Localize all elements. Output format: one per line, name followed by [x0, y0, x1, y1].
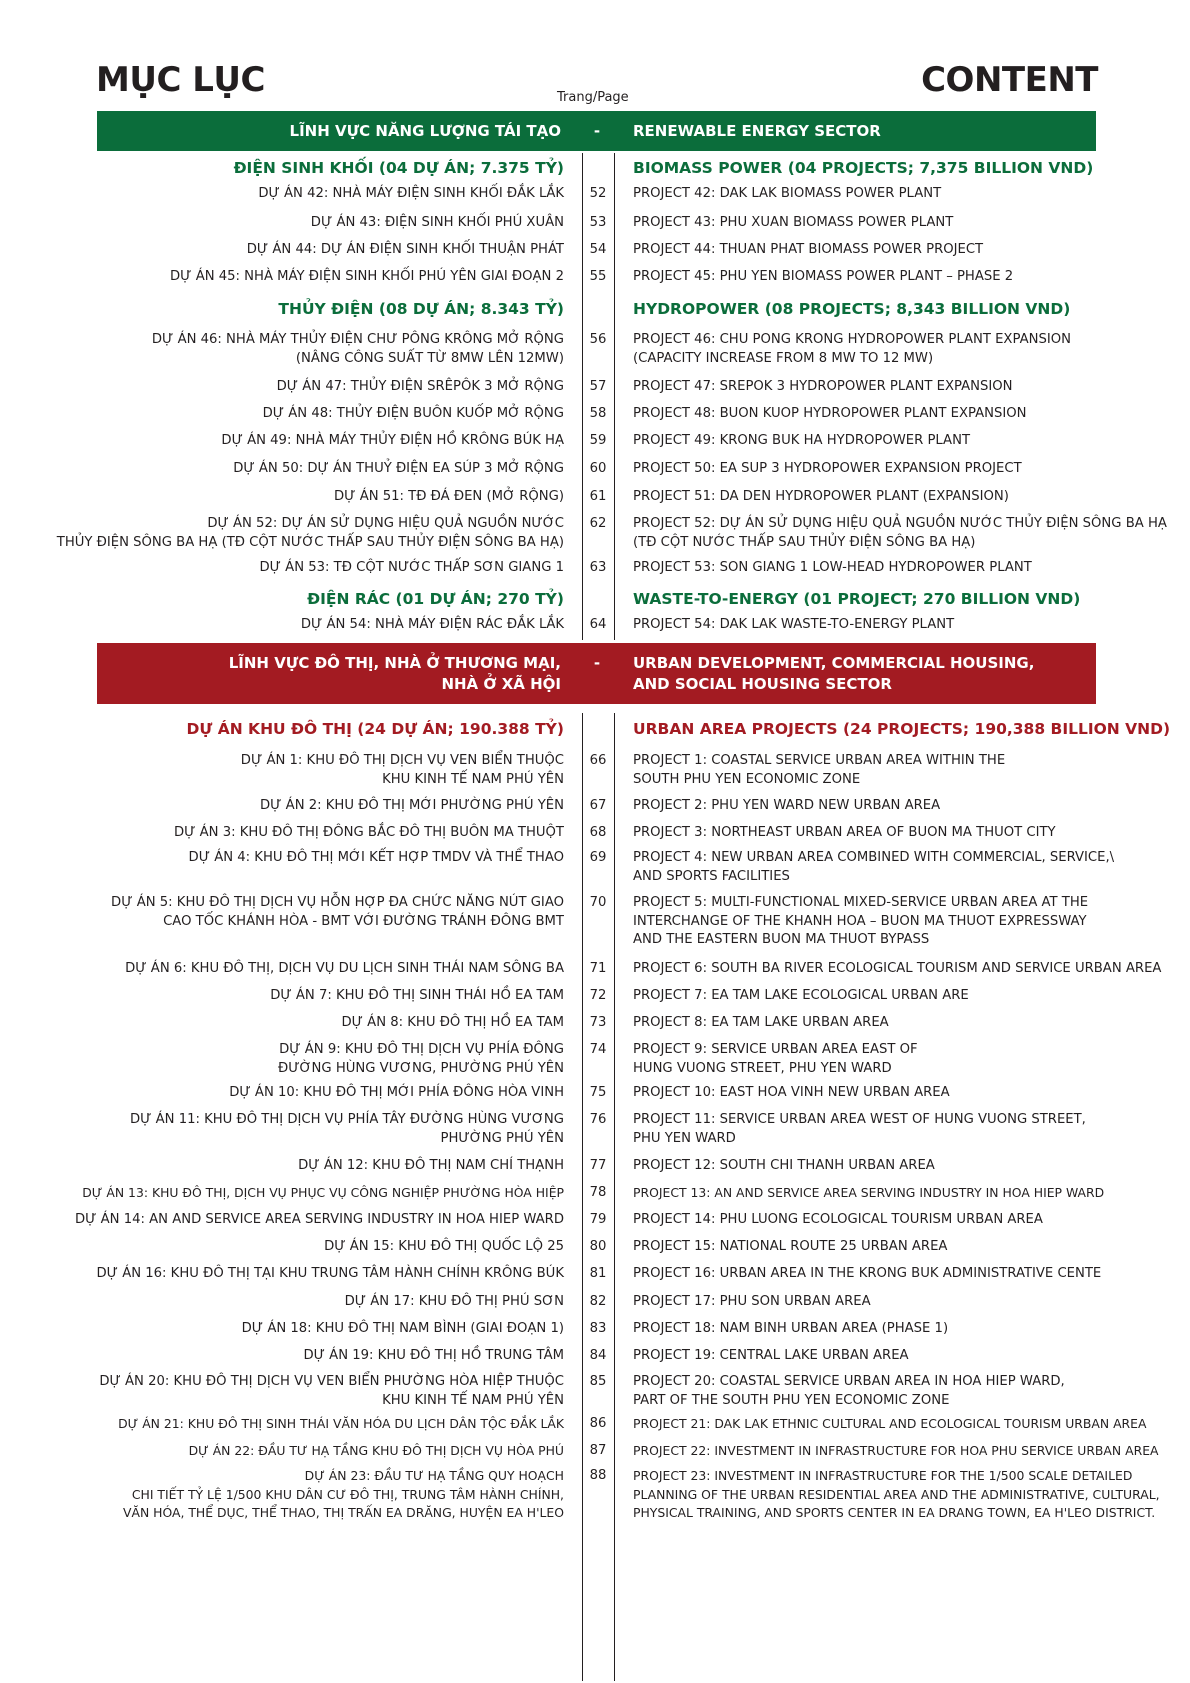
entry-title-vi: DỰ ÁN 12: KHU ĐÔ THỊ NAM CHÍ THẠNH — [298, 1158, 564, 1173]
entry-title-en: PROJECT 18: NAM BINH URBAN AREA (PHASE 1) — [633, 1321, 949, 1336]
entry-title-en: PROJECT 11: SERVICE URBAN AREA WEST OF HUNG VUONG STREET, PHU YEN WARD — [633, 1112, 1086, 1146]
entry-title-vi: DỰ ÁN 21: KHU ĐÔ THỊ SINH THÁI VĂN HÓA DU LỊCH DÂN TỘC ĐẮK LẮK — [118, 1416, 564, 1431]
entry-title-en: PROJECT 20: COASTAL SERVICE URBAN AREA IN HOA HIEP WARD, PART OF THE SOUTH PHU YEN ECONOMIC ZONE — [633, 1374, 1065, 1408]
entry-title-en: PROJECT 16: URBAN AREA IN THE KRONG BUK ADMINISTRATIVE CENTE — [633, 1266, 1102, 1281]
entry-page-number: 85 — [589, 1374, 607, 1389]
entry-page-number: 88 — [589, 1468, 607, 1483]
entry-title-vi: DỰ ÁN 4: KHU ĐÔ THỊ MỚI KẾT HỢP TMDV VÀ THỂ THAO — [188, 850, 564, 865]
entry-title-en: PROJECT 46: CHU PONG KRONG HYDROPOWER PLANT EXPANSION (CAPACITY INCREASE FROM 8 MW TO 12 MW) — [633, 332, 1071, 366]
entry-title-en: PROJECT 10: EAST HOA VINH NEW URBAN AREA — [633, 1085, 950, 1100]
entry-title-vi: DỰ ÁN 20: KHU ĐÔ THỊ DỊCH VỤ VEN BIỂN PHƯỜNG HÒA HIỆP THUỘC KHU KINH TẾ NAM PHÚ YÊN — [99, 1374, 564, 1408]
entry-title-vi: DỰ ÁN 22: ĐẦU TƯ HẠ TẦNG KHU ĐÔ THỊ DỊCH VỤ HÒA PHÚ — [188, 1443, 564, 1458]
section-heading-vi: ĐIỆN RÁC (01 DỰ ÁN; 270 TỶ) — [307, 590, 564, 608]
entry-title-en: PROJECT 15: NATIONAL ROUTE 25 URBAN AREA — [633, 1239, 948, 1254]
entry-title-vi: DỰ ÁN 44: DỰ ÁN ĐIỆN SINH KHỐI THUẬN PHÁT — [246, 242, 564, 257]
entry-title-vi: DỰ ÁN 47: THỦY ĐIỆN SRÊPÔK 3 MỞ RỘNG — [276, 379, 564, 394]
band-title-en: RENEWABLE ENERGY SECTOR — [633, 122, 881, 140]
entry-title-vi: DỰ ÁN 42: NHÀ MÁY ĐIỆN SINH KHỐI ĐẮK LẮK — [258, 186, 564, 201]
entry-page-number: 69 — [589, 850, 607, 865]
section-heading-en: URBAN AREA PROJECTS (24 PROJECTS; 190,388 BILLION VND) — [633, 720, 1171, 738]
entry-page-number: 71 — [589, 961, 607, 976]
entry-title-vi: DỰ ÁN 45: NHÀ MÁY ĐIỆN SINH KHỐI PHÚ YÊN GIAI ĐOẠN 2 — [170, 269, 564, 284]
entry-title-vi: DỰ ÁN 13: KHU ĐÔ THỊ, DỊCH VỤ PHỤC VỤ CÔNG NGHIỆP PHƯỜNG HÒA HIỆP — [82, 1185, 564, 1200]
entry-title-en: PROJECT 5: MULTI-FUNCTIONAL MIXED-SERVICE URBAN AREA AT THE INTERCHANGE OF THE KHANH HOA – BUON MA THUOT EXPRESSWAY AND THE EASTERN BUON MA THUOT BYPASS — [633, 895, 1089, 947]
entry-title-en: PROJECT 50: EA SUP 3 HYDROPOWER EXPANSION PROJECT — [633, 461, 1022, 476]
page-title-vi: MỤC LỤC — [96, 60, 265, 100]
entry-title-en: PROJECT 19: CENTRAL LAKE URBAN AREA — [633, 1348, 909, 1363]
entry-page-number: 60 — [589, 461, 607, 476]
band-title-vi: LĨNH VỰC NĂNG LƯỢNG TÁI TẠO — [289, 122, 561, 140]
entry-page-number: 57 — [589, 379, 607, 394]
entry-title-en: PROJECT 7: EA TAM LAKE ECOLOGICAL URBAN ARE — [633, 988, 969, 1003]
section-heading-en: WASTE-TO-ENERGY (01 PROJECT; 270 BILLION VND) — [633, 590, 1081, 608]
entry-title-vi: DỰ ÁN 18: KHU ĐÔ THỊ NAM BÌNH (GIAI ĐOẠN 1) — [241, 1321, 564, 1336]
entry-page-number: 79 — [589, 1212, 607, 1227]
entry-title-vi: DỰ ÁN 8: KHU ĐÔ THỊ HỒ EA TAM — [341, 1015, 564, 1030]
entry-page-number: 72 — [589, 988, 607, 1003]
entry-title-en: PROJECT 6: SOUTH BA RIVER ECOLOGICAL TOURISM AND SERVICE URBAN AREA — [633, 961, 1162, 976]
entry-page-number: 70 — [589, 895, 607, 910]
page-title-en: CONTENT — [921, 60, 1098, 100]
entry-page-number: 61 — [589, 489, 607, 504]
entry-title-vi: DỰ ÁN 2: KHU ĐÔ THỊ MỚI PHƯỜNG PHÚ YÊN — [260, 798, 564, 813]
entry-page-number: 78 — [589, 1185, 607, 1200]
entry-page-number: 82 — [589, 1294, 607, 1309]
entry-page-number: 59 — [589, 433, 607, 448]
column-divider — [614, 713, 615, 1681]
entry-page-number: 53 — [589, 215, 607, 230]
entry-title-en: PROJECT 13: AN AND SERVICE AREA SERVING INDUSTRY IN HOA HIEP WARD — [633, 1185, 1105, 1200]
entry-title-vi: DỰ ÁN 6: KHU ĐÔ THỊ, DỊCH VỤ DU LỊCH SINH THÁI NAM SÔNG BA — [125, 961, 564, 976]
entry-page-number: 76 — [589, 1112, 607, 1127]
entry-title-en: PROJECT 44: THUAN PHAT BIOMASS POWER PROJECT — [633, 242, 984, 257]
entry-title-vi: DỰ ÁN 7: KHU ĐÔ THỊ SINH THÁI HỒ EA TAM — [270, 988, 564, 1003]
entry-title-en: PROJECT 54: DAK LAK WASTE-TO-ENERGY PLANT — [633, 617, 955, 632]
entry-title-en: PROJECT 2: PHU YEN WARD NEW URBAN AREA — [633, 798, 941, 813]
entry-title-en: PROJECT 49: KRONG BUK HA HYDROPOWER PLANT — [633, 433, 970, 448]
entry-title-en: PROJECT 14: PHU LUONG ECOLOGICAL TOURISM URBAN AREA — [633, 1212, 1043, 1227]
entry-title-vi: DỰ ÁN 14: AN AND SERVICE AREA SERVING INDUSTRY IN HOA HIEP WARD — [74, 1212, 564, 1227]
entry-title-en: PROJECT 3: NORTHEAST URBAN AREA OF BUON MA THUOT CITY — [633, 825, 1056, 840]
entry-title-vi: DỰ ÁN 51: TĐ ĐÁ ĐEN (MỞ RỘNG) — [334, 489, 564, 504]
sector-band — [97, 111, 1096, 151]
entry-title-vi: DỰ ÁN 1: KHU ĐÔ THỊ DỊCH VỤ VEN BIỂN THUỘC KHU KINH TẾ NAM PHÚ YÊN — [240, 753, 564, 787]
section-heading-vi: ĐIỆN SINH KHỐI (04 DỰ ÁN; 7.375 TỶ) — [233, 159, 564, 177]
entry-page-number: 86 — [589, 1416, 607, 1431]
entry-page-number: 54 — [589, 242, 607, 257]
entry-page-number: 75 — [589, 1085, 607, 1100]
entry-title-vi: DỰ ÁN 9: KHU ĐÔ THỊ DỊCH VỤ PHÍA ĐÔNG ĐƯỜNG HÙNG VƯƠNG, PHƯỜNG PHÚ YÊN — [277, 1042, 564, 1076]
entry-title-vi: DỰ ÁN 16: KHU ĐÔ THỊ TẠI KHU TRUNG TÂM HÀNH CHÍNH KRÔNG BÚK — [96, 1266, 564, 1281]
entry-page-number: 84 — [589, 1348, 607, 1363]
entry-title-vi: DỰ ÁN 52: DỰ ÁN SỬ DỤNG HIỆU QUẢ NGUỒN NƯỚC THỦY ĐIỆN SÔNG BA HẠ (TĐ CỘT NƯỚC THẤP SAU THỦY ĐIỆN SÔNG BA HẠ) — [56, 516, 564, 550]
entry-title-vi: DỰ ÁN 3: KHU ĐÔ THỊ ĐÔNG BẮC ĐÔ THỊ BUÔN MA THUỘT — [174, 825, 564, 840]
entry-page-number: 83 — [589, 1321, 607, 1336]
entry-page-number: 73 — [589, 1015, 607, 1030]
entry-page-number: 87 — [589, 1443, 607, 1458]
entry-title-en: PROJECT 17: PHU SON URBAN AREA — [633, 1294, 871, 1309]
entry-title-en: PROJECT 51: DA DEN HYDROPOWER PLANT (EXPANSION) — [633, 489, 1009, 504]
section-heading-vi: DỰ ÁN KHU ĐÔ THỊ (24 DỰ ÁN; 190.388 TỶ) — [186, 720, 564, 738]
entry-page-number: 56 — [589, 332, 607, 347]
entry-title-en: PROJECT 48: BUON KUOP HYDROPOWER PLANT EXPANSION — [633, 406, 1027, 421]
entry-title-vi: DỰ ÁN 5: KHU ĐÔ THỊ DỊCH VỤ HỖN HỢP ĐA CHỨC NĂNG NÚT GIAO CAO TỐC KHÁNH HÒA - BMT VỚI ĐƯỜNG TRÁNH ĐÔNG BMT — [111, 895, 564, 929]
band-dash: - — [593, 654, 601, 672]
entry-title-en: PROJECT 4: NEW URBAN AREA COMBINED WITH COMMERCIAL, SERVICE,\ AND SPORTS FACILITIES — [633, 850, 1115, 884]
entry-page-number: 81 — [589, 1266, 607, 1281]
entry-page-number: 80 — [589, 1239, 607, 1254]
entry-title-vi: DỰ ÁN 19: KHU ĐÔ THỊ HỒ TRUNG TÂM — [303, 1348, 564, 1363]
entry-page-number: 55 — [589, 269, 607, 284]
entry-title-en: PROJECT 53: SON GIANG 1 LOW-HEAD HYDROPOWER PLANT — [633, 560, 1032, 575]
entry-title-vi: DỰ ÁN 48: THỦY ĐIỆN BUÔN KUỐP MỞ RỘNG — [262, 406, 564, 421]
entry-title-vi: DỰ ÁN 46: NHÀ MÁY THỦY ĐIỆN CHƯ PÔNG KRÔNG MỞ RỘNG (NÂNG CÔNG SUẤT TỪ 8MW LÊN 12MW) — [151, 332, 564, 366]
entry-title-vi: DỰ ÁN 50: DỰ ÁN THUỶ ĐIỆN EA SÚP 3 MỞ RỘNG — [233, 461, 564, 476]
entry-title-vi: DỰ ÁN 49: NHÀ MÁY THỦY ĐIỆN HỒ KRÔNG BÚK HẠ — [221, 433, 564, 448]
entry-title-vi: DỰ ÁN 11: KHU ĐÔ THỊ DỊCH VỤ PHÍA TÂY ĐƯỜNG HÙNG VƯƠNG PHƯỜNG PHÚ YÊN — [129, 1112, 564, 1146]
entry-title-en: PROJECT 9: SERVICE URBAN AREA EAST OF HUNG VUONG STREET, PHU YEN WARD — [633, 1042, 918, 1076]
entry-title-en: PROJECT 8: EA TAM LAKE URBAN AREA — [633, 1015, 889, 1030]
entry-title-en: PROJECT 45: PHU YEN BIOMASS POWER PLANT – PHASE 2 — [633, 269, 1014, 284]
entry-page-number: 58 — [589, 406, 607, 421]
entry-title-en: PROJECT 22: INVESTMENT IN INFRASTRUCTURE FOR HOA PHU SERVICE URBAN AREA — [633, 1443, 1159, 1458]
entry-page-number: 63 — [589, 560, 607, 575]
entry-title-vi: DỰ ÁN 17: KHU ĐÔ THỊ PHÚ SƠN — [344, 1294, 564, 1309]
band-title-en: URBAN DEVELOPMENT, COMMERCIAL HOUSING, AND SOCIAL HOUSING SECTOR — [633, 654, 1035, 693]
column-divider — [614, 153, 615, 640]
entry-title-en: PROJECT 42: DAK LAK BIOMASS POWER PLANT — [633, 186, 942, 201]
entry-title-vi: DỰ ÁN 15: KHU ĐÔ THỊ QUỐC LỘ 25 — [324, 1239, 564, 1254]
section-heading-en: BIOMASS POWER (04 PROJECTS; 7,375 BILLION VND) — [633, 159, 1094, 177]
entry-page-number: 74 — [589, 1042, 607, 1057]
entry-page-number: 68 — [589, 825, 607, 840]
section-heading-en: HYDROPOWER (08 PROJECTS; 8,343 BILLION VND) — [633, 300, 1071, 318]
page-column-label: Trang/Page — [557, 90, 629, 105]
entry-title-vi: DỰ ÁN 10: KHU ĐÔ THỊ MỚI PHÍA ĐÔNG HÒA VINH — [229, 1085, 564, 1100]
entry-page-number: 77 — [589, 1158, 607, 1173]
entry-title-vi: DỰ ÁN 23: ĐẦU TƯ HẠ TẦNG QUY HOẠCH CHI TIẾT TỶ LỆ 1/500 KHU DÂN CƯ ĐÔ THỊ, TRUNG TÂM HÀNH CHÍNH, VĂN HÓA, THỂ DỤC, THỂ THAO, THỊ TRẤN EA DRĂNG, HUYỆN EA H'LEO — [123, 1468, 564, 1520]
entry-title-en: PROJECT 1: COASTAL SERVICE URBAN AREA WITHIN THE SOUTH PHU YEN ECONOMIC ZONE — [633, 753, 1006, 787]
entry-title-vi: DỰ ÁN 43: ĐIỆN SINH KHỐI PHÚ XUÂN — [310, 215, 564, 230]
section-heading-vi: THỦY ĐIỆN (08 DỰ ÁN; 8.343 TỶ) — [278, 300, 564, 318]
entry-title-en: PROJECT 47: SREPOK 3 HYDROPOWER PLANT EXPANSION — [633, 379, 1013, 394]
entry-title-en: PROJECT 23: INVESTMENT IN INFRASTRUCTURE FOR THE 1/500 SCALE DETAILED PLANNING OF THE URBAN RESIDENTIAL AREA AND THE ADMINISTRATIVE, CULTURAL, PHYSICAL TRAINING, AND SPORTS CENTER IN EA DRANG TOWN, EA H'LEO DISTRICT. — [633, 1468, 1160, 1520]
entry-page-number: 66 — [589, 753, 607, 768]
entry-title-en: PROJECT 21: DAK LAK ETHNIC CULTURAL AND ECOLOGICAL TOURISM URBAN AREA — [633, 1416, 1147, 1431]
band-dash: - — [593, 122, 601, 140]
entry-title-en: PROJECT 43: PHU XUAN BIOMASS POWER PLANT — [633, 215, 954, 230]
entry-title-en: PROJECT 12: SOUTH CHI THANH URBAN AREA — [633, 1158, 935, 1173]
entry-title-vi: DỰ ÁN 54: NHÀ MÁY ĐIỆN RÁC ĐẮK LẮK — [300, 617, 564, 632]
sector-band — [97, 643, 1096, 704]
band-title-vi: LĨNH VỰC ĐÔ THỊ, NHÀ Ở THƯƠNG MẠI, NHÀ Ở XÃ HỘI — [228, 654, 561, 693]
entry-page-number: 64 — [589, 617, 607, 632]
entry-page-number: 52 — [589, 186, 607, 201]
entry-title-en: PROJECT 52: DỰ ÁN SỬ DỤNG HIỆU QUẢ NGUỒN NƯỚC THỦY ĐIỆN SÔNG BA HẠ (TĐ CỘT NƯỚC THẤP SAU THỦY ĐIỆN SÔNG BA HẠ) — [633, 516, 1167, 550]
entry-title-vi: DỰ ÁN 53: TĐ CỘT NƯỚC THẤP SƠN GIANG 1 — [259, 560, 564, 575]
entry-page-number: 67 — [589, 798, 607, 813]
entry-page-number: 62 — [589, 516, 607, 531]
